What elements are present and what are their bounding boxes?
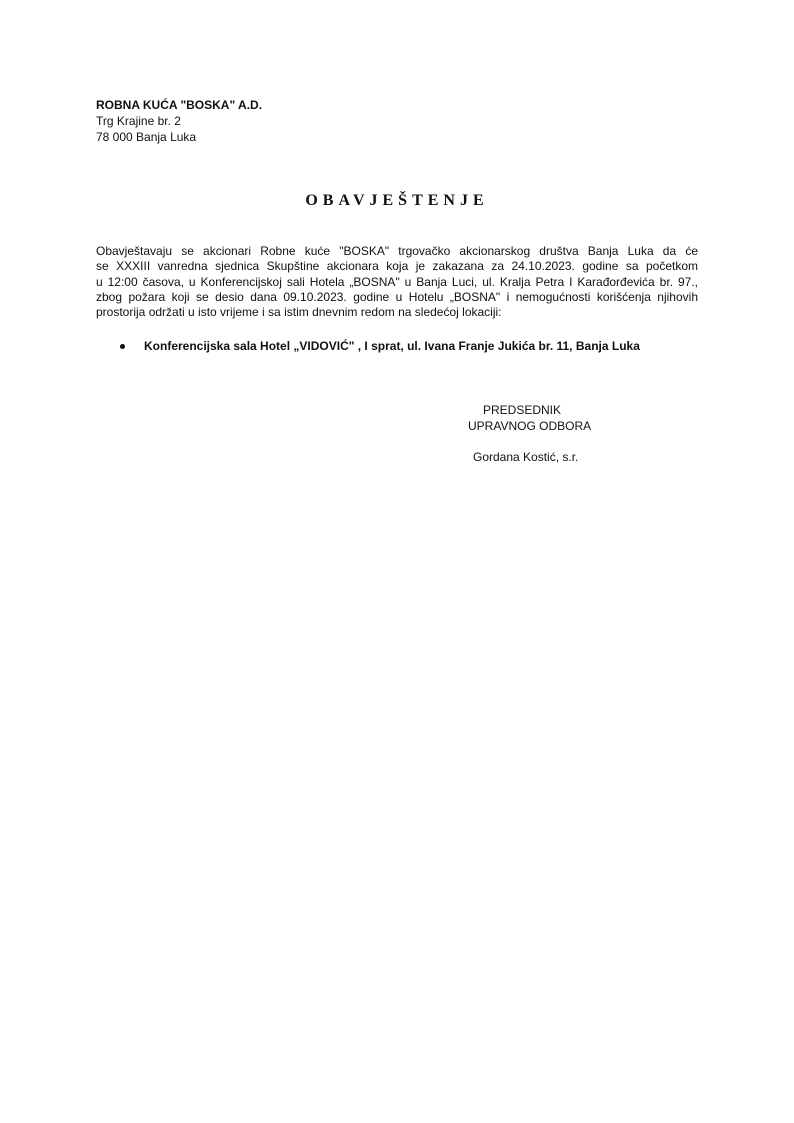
location-list bbox=[96, 338, 698, 354]
body-line: Obavještavaju se akcionari Robne kuće "BOSKA" trgovačko akcionarskog društva Banja Luka da će bbox=[96, 244, 698, 258]
signature-role-line-2: UPRAVNOG ODBORA bbox=[468, 419, 592, 433]
company-name: ROBNA KUĆA "BOSKA" A.D. bbox=[96, 98, 263, 112]
location-text: Konferencijska sala Hotel „VIDOVIĆ" , I sprat, ul. Ivana Franje Jukića br. 11, Banja Luka bbox=[144, 339, 640, 353]
signatory-name: Gordana Kostić, s.r. bbox=[473, 450, 579, 464]
signature-block bbox=[440, 402, 600, 465]
sender-block bbox=[96, 97, 262, 145]
sender-address: Trg Krajine br. 2 bbox=[96, 114, 181, 128]
body-line: prostorija održati u isto vrijeme i sa istim dnevnim redom na sledećoj lokaciji: bbox=[96, 305, 502, 320]
signature-role-line-1: PREDSEDNIK bbox=[483, 403, 562, 417]
body-line: se XXXIII vanredna sjednica Skupštine akcionara koja je zakazana za 24.10.2023. godine sa početkom bbox=[96, 259, 698, 274]
body-line: u 12:00 časova, u Konferencijskoj sali Hotela „BOSNA" u Banja Luci, ul. Kralja Petra I Karađorđevića br. 97., bbox=[96, 274, 698, 289]
body-line: zbog požara koji se desio dana 09.10.2023. godine u Hotelu „BOSNA" i nemogućnosti korišćenja njihovih bbox=[96, 289, 698, 304]
location-item bbox=[96, 338, 698, 354]
document-title: OBAVJEŠTENJE bbox=[305, 192, 489, 209]
bullet-icon bbox=[120, 344, 125, 349]
notice-body bbox=[96, 244, 698, 320]
sender-city: 78 000 Banja Luka bbox=[96, 130, 197, 144]
